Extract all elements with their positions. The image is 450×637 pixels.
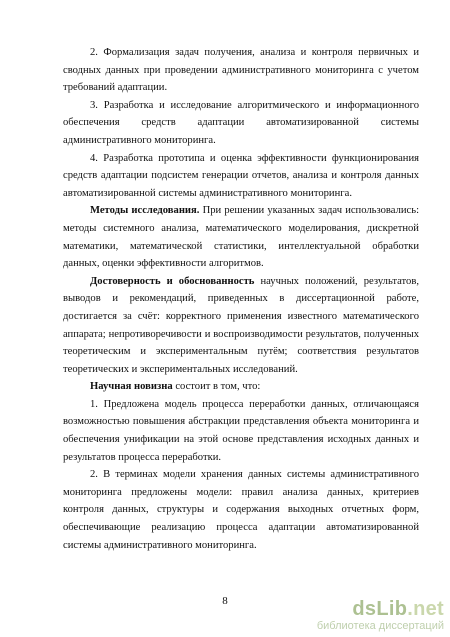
paragraph-scientific-novelty: Научная новизна состоит в том, что: <box>90 381 261 393</box>
paragraph-objective-4: 4. Разработка прототипа и оценка эффективности функционирования средств адаптации подсистем генерации отчетов, анализа и контроля данных автоматизированной системы административного мониторинга. <box>63 152 419 199</box>
document-page <box>63 44 419 554</box>
paragraph-objective-2: 2. Формализация задач получения, анализа и контроля первичных и сводных данных при проведении административного мониторинга с учетом требований адаптации. <box>63 47 419 94</box>
heading-research-methods: Методы исследования. <box>90 205 200 217</box>
paragraph-objective-3: 3. Разработка и исследование алгоритмического и информационного обеспечения средств адаптации автоматизированной системы административного мониторинга. <box>63 99 419 146</box>
paragraph-reliability: Достоверность и обоснованность научных положений, результатов, выводов и рекомендаций, приведенных в диссертационной работе, достигается за счёт: корректного применения известного математического аппарата; непротиворечивости и воспроизводимости результатов, полученных теоретическим и экспериментальным путём; соответствия результатов теоретических и экспериментальных исследований. <box>63 275 420 375</box>
dslib-watermark <box>317 598 444 633</box>
dslib-logo: dsLib.net <box>352 598 444 620</box>
paragraph-research-methods: Методы исследования. При решении указанных задач использовались: методы системного анализа, математического моделирования, дискретной математики, математической статистики, интеллектуальной обработки данных, оценки эффективности алгоритмов. <box>63 205 420 270</box>
page-number: 8 <box>222 595 228 607</box>
heading-reliability: Достоверность и обоснованность <box>90 275 255 287</box>
heading-scientific-novelty: Научная новизна <box>90 381 173 393</box>
paragraph-novelty-1: 1. Предложена модель процесса переработки данных, отличающаяся возможностью повышения абстракции представления объекта мониторинга и обеспечения унификации на этой основе представления исходных данных и результатов процесса переработки. <box>63 398 419 463</box>
paragraph-novelty-2: 2. В терминах модели хранения данных системы административного мониторинга предложены модели: правил анализа данных, критериев контроля данных, структуры и содержания выходных отчетных форм, обеспечивающие реализацию процесса адаптации автоматизированной системы административного мониторинга. <box>63 469 419 551</box>
dslib-subtitle: библиотека диссертаций <box>316 620 444 632</box>
